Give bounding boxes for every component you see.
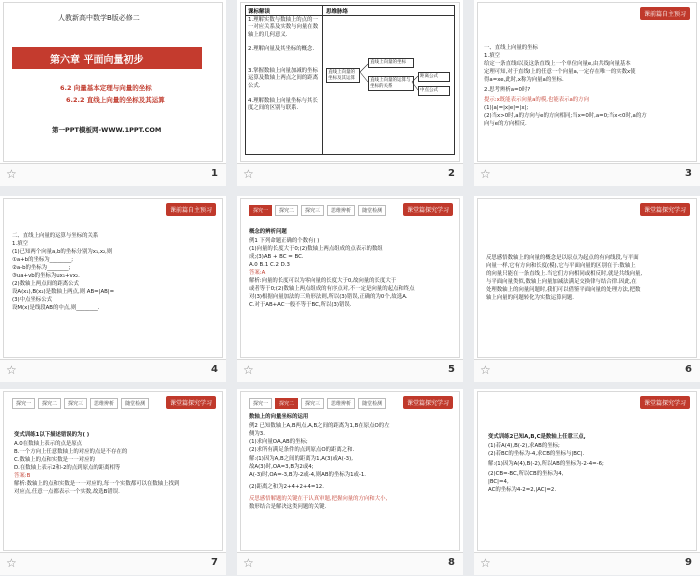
line: C.数轴上的点和实数是一一对应的 bbox=[14, 457, 95, 463]
line: 概念的辨析问题 bbox=[249, 229, 287, 235]
thumb-footer bbox=[237, 359, 463, 382]
line: D.在数轴上表示2和-2的点到原点的距离相等 bbox=[14, 465, 121, 471]
line: 的向量只能在一条直线上.当它们方向相同或相反时,就是共线向量, bbox=[486, 271, 643, 277]
thumb-footer bbox=[0, 163, 226, 186]
line: 设M(x)是线段AB的中点,则________. bbox=[12, 305, 100, 311]
line: AC的坐标为4-2=2,|AC|=2. bbox=[488, 487, 557, 493]
line: 反思感悟数轴上的向量的概念是以原点为起点的有向线段,与平面 bbox=[486, 255, 639, 261]
slide-thumb-6[interactable] bbox=[474, 196, 700, 382]
line: 数轴上的向量坐标的运用 bbox=[249, 414, 309, 420]
slide-preview bbox=[240, 2, 460, 162]
line: 解:(1)因为A,B之间的距离为1,A(3)或A(-3), bbox=[249, 456, 353, 462]
slide-number: 7 bbox=[211, 557, 218, 568]
line: (2)距离之和为2+4+2+4=12. bbox=[249, 484, 324, 490]
line: 解:(1)因为A(4),B(-2),所以AB的坐标为-2-4=-6; bbox=[488, 461, 604, 467]
line: (1)|a|=|x|e|=|x|; bbox=[484, 105, 529, 111]
star-icon[interactable]: ☆ bbox=[243, 363, 254, 377]
line: 向量一样,它有方向和长度(模),它与平面向量的区别在于:数轴上 bbox=[486, 263, 636, 269]
line: 得a=xe,此时,x称为向量a的坐标. bbox=[484, 77, 564, 83]
line: (2)数轴上两点间的距离公式 bbox=[12, 281, 79, 287]
line: (1)若A(4),B(-2),求AB的坐标; bbox=[488, 443, 560, 449]
line: 1.填空 bbox=[12, 241, 28, 247]
line: |BC|=4, bbox=[488, 479, 509, 485]
thumb-footer bbox=[237, 163, 463, 186]
slide-thumb-2[interactable] bbox=[237, 0, 463, 186]
line: B.一个方向上任意数轴上的对应的点是不存在的 bbox=[14, 449, 128, 455]
slide-preview bbox=[3, 2, 223, 162]
section-badge: 课前篇自主预习 bbox=[166, 203, 216, 216]
curriculum-table bbox=[245, 5, 455, 155]
goal-4: 4.理解数轴上向量坐标与其长度之间的区别与联系. bbox=[248, 98, 318, 112]
line: C.对于AB+AC一般不等于BC,所以(3)错误. bbox=[249, 302, 352, 308]
line: 故A(3)时,OA=3,B为2或4; bbox=[249, 464, 314, 470]
tab: 探究一 bbox=[12, 398, 35, 409]
tab: 随堂检测 bbox=[358, 205, 386, 216]
thumb-footer bbox=[474, 359, 700, 382]
slide-number: 8 bbox=[448, 557, 455, 568]
slide-tabs bbox=[249, 205, 386, 216]
line: (1)求向量OA,AB的坐标; bbox=[249, 439, 308, 445]
slide-thumb-1[interactable] bbox=[0, 0, 226, 186]
line: (2)求所有满足条件的点到原点O的距离之和. bbox=[249, 447, 355, 453]
slide-tabs bbox=[249, 398, 386, 409]
tab: 探究一 bbox=[249, 398, 272, 409]
line: 向与e的方向相反. bbox=[484, 121, 527, 127]
line: 解析:数轴上的点和实数是一一对应的,每一个实数都可以在数轴上找到 bbox=[14, 481, 180, 487]
tab: 思维辨析 bbox=[327, 398, 355, 409]
line: 设A(x₁),B(x₂)是数轴上两点,则 AB=|AB|= bbox=[12, 289, 115, 295]
line: (2)CB=-BC,所以CB的坐标为4, bbox=[488, 471, 564, 477]
goal-1: 1.理解实数与数轴上的点的一一对应关系及实数与向量在数轴上的几何意义. bbox=[248, 17, 319, 38]
line: A(-3)时,OA=-3,B为-2或-4,则AB的坐标为1或-1. bbox=[249, 472, 367, 478]
tab: 随堂检测 bbox=[358, 398, 386, 409]
chapter-title: 第六章 平面向量初步 bbox=[50, 55, 144, 66]
line: (2)若BC的坐标为-4,求CB的坐标与|BC|. bbox=[488, 451, 585, 457]
tab: 思维辨析 bbox=[90, 398, 118, 409]
slide-preview bbox=[240, 391, 460, 551]
line: 或者等于0;(2)数轴上两点组成的有序点对,不一定是向量的起点和终点 bbox=[249, 286, 415, 292]
thumb-footer bbox=[474, 552, 700, 575]
star-icon[interactable]: ☆ bbox=[480, 167, 491, 181]
table-head-right: 思维脉络 bbox=[326, 9, 349, 15]
thumb-footer bbox=[237, 552, 463, 575]
slide-number: 2 bbox=[448, 168, 455, 179]
slide-thumb-4[interactable] bbox=[0, 196, 226, 382]
slide-number: 3 bbox=[685, 168, 692, 179]
tab: 探究三 bbox=[64, 398, 87, 409]
slide-preview bbox=[240, 198, 460, 358]
star-icon[interactable]: ☆ bbox=[6, 556, 17, 570]
slide-number: 5 bbox=[448, 364, 455, 375]
hint-line: 提示:x既能表示向量a的模,也能表示a的方向 bbox=[484, 97, 589, 103]
slide-number: 1 bbox=[211, 168, 218, 179]
line: 例2 已知数轴上A,B两点,A,B之间的距离为1,B在原点O的左 bbox=[249, 423, 390, 429]
star-icon[interactable]: ☆ bbox=[480, 556, 491, 570]
slide-number: 6 bbox=[685, 364, 692, 375]
line: 给定一条直线l以及这条直线上一个单位向量e,由共线向量基本 bbox=[484, 61, 631, 67]
line: 对(3)根据向量加法的三角形法则,所以(3)错误,正确的为0个,故选A. bbox=[249, 294, 408, 300]
line: (1)已知两个向量a,b的坐标分别为x₁,x₂,则 bbox=[12, 249, 113, 255]
tab: 探究一 bbox=[249, 205, 272, 216]
slide-preview bbox=[3, 391, 223, 551]
tab: 探究二 bbox=[275, 398, 298, 409]
table-head-left: 课标解读 bbox=[248, 9, 271, 15]
map-node-root: 直线上向量的坐标及其运算 bbox=[326, 68, 360, 83]
star-icon[interactable]: ☆ bbox=[480, 363, 491, 377]
line: 成;(3)AB + BC = BC. bbox=[249, 254, 304, 260]
section-badge: 课堂篇探究学习 bbox=[166, 396, 216, 409]
slide-tabs bbox=[12, 398, 149, 409]
line: 侧为3. bbox=[249, 431, 265, 437]
tab: 探究二 bbox=[275, 205, 298, 216]
tab: 思维辨析 bbox=[327, 205, 355, 216]
line: 数形结合是解决这类问题的关键. bbox=[249, 504, 327, 510]
section-badge: 课堂篇探究学习 bbox=[403, 396, 453, 409]
title-subtitle: 人教新高中数学B版必修二 bbox=[58, 14, 140, 22]
section-1: 6.2 向量基本定理与向量的坐标 bbox=[60, 84, 152, 92]
thumb-footer bbox=[0, 359, 226, 382]
line: 例1 下列命题正确的个数有( ) bbox=[249, 238, 320, 244]
map-connectors bbox=[246, 6, 454, 154]
line: (2)当x>0时,a的方向与e的方向相同;当x=0时,a=0;当x<0时,a的方 bbox=[484, 113, 647, 119]
reflection-line: 反思感悟解题的关键在于认真审题,把握向量的方向和大小, bbox=[249, 496, 388, 502]
slide-thumb-7[interactable] bbox=[0, 389, 226, 575]
slide-number: 4 bbox=[211, 364, 218, 375]
line: 2.思考辨析a=0时? bbox=[484, 87, 531, 93]
section-badge: 课堂篇探究学习 bbox=[640, 396, 690, 409]
tab: 探究二 bbox=[38, 398, 61, 409]
line: 定理可知,对于直线l上的任意一个向量a,一定存在唯一的实数x使 bbox=[484, 69, 636, 75]
tab: 随堂检测 bbox=[121, 398, 149, 409]
line: 解析:向量的长度可以为零向量的长度大于0,故向量的长度大于 bbox=[249, 278, 397, 284]
goal-2: 2.理解向量及其坐标的概念. bbox=[248, 46, 315, 52]
line: (1)向量的长度大于0;(2)数轴上两点组成的点表示的数组 bbox=[249, 246, 383, 252]
slide-thumb-5[interactable] bbox=[237, 196, 463, 382]
line: 对应点,任意一点都表示一个实数,故选B错误. bbox=[14, 489, 120, 495]
line: 与平面向量类似,数轴上向量加减法满足交换律与结合律.因此,在 bbox=[486, 279, 637, 285]
star-icon[interactable]: ☆ bbox=[243, 556, 254, 570]
map-node-ops: 直线上向量的运算与坐标的关系 bbox=[368, 76, 414, 91]
map-node-coord: 直线上向量的坐标 bbox=[368, 58, 414, 68]
line: ①a+b的坐标为________; bbox=[12, 257, 74, 263]
star-icon[interactable]: ☆ bbox=[6, 167, 17, 181]
slide-thumb-8[interactable] bbox=[237, 389, 463, 575]
slide-preview bbox=[477, 391, 697, 551]
slide-preview bbox=[3, 198, 223, 358]
map-node-distance: 距离公式 bbox=[418, 72, 450, 82]
line: 1.填空 bbox=[484, 53, 500, 59]
section-badge: 课前篇自主预习 bbox=[640, 7, 690, 20]
slide-preview bbox=[477, 198, 697, 358]
thumb-footer bbox=[474, 163, 700, 186]
line: 处理数轴上的向量问题时,我们可以借鉴平面向量的处理方法,把数 bbox=[486, 287, 641, 293]
map-node-midpoint: 中点公式 bbox=[418, 86, 450, 96]
tab: 探究三 bbox=[301, 398, 324, 409]
star-icon[interactable]: ☆ bbox=[243, 167, 254, 181]
answer-line: 答案:A bbox=[249, 270, 266, 276]
section-2: 6.2.2 直线上向量的坐标及其运算 bbox=[66, 96, 165, 104]
line: 二、直线上向量的运算与坐标的关系 bbox=[12, 233, 99, 239]
line: A.0在数轴上表示的点是原点 bbox=[14, 441, 83, 447]
line: 变式训练2已知A,B,C是数轴上任意三点, bbox=[488, 434, 586, 440]
slide-thumb-9[interactable] bbox=[474, 389, 700, 575]
line: ③ua+vb的坐标为ux₁+vx₂. bbox=[12, 273, 80, 279]
line: A.0 B.1 C.2 D.3 bbox=[249, 262, 290, 268]
line: ②a-b的坐标为________; bbox=[12, 265, 71, 271]
goal-3: 3.掌握数轴上向量加减的坐标运算及数轴上两点之间的距离公式. bbox=[248, 68, 319, 89]
section-badge: 课堂篇探究学习 bbox=[640, 203, 690, 216]
section-badge: 课堂篇探究学习 bbox=[403, 203, 453, 216]
slide-number: 9 bbox=[685, 557, 692, 568]
line: 轴上向量的问题转化为实数运算问题. bbox=[486, 295, 574, 301]
slide-thumb-3[interactable] bbox=[474, 0, 700, 186]
tab: 探究三 bbox=[301, 205, 324, 216]
slide-preview bbox=[477, 2, 697, 162]
line: (3)中点坐标公式 bbox=[12, 297, 52, 303]
line: 变式训练1以下描述错误的为( ) bbox=[14, 432, 90, 438]
line: 一、直线上向量的坐标 bbox=[484, 45, 538, 51]
star-icon[interactable]: ☆ bbox=[6, 363, 17, 377]
thumb-footer bbox=[0, 552, 226, 575]
answer-line: 答案:B bbox=[14, 473, 31, 479]
template-label: 第一PPT模板网-WWW.1PPT.COM bbox=[52, 126, 162, 134]
